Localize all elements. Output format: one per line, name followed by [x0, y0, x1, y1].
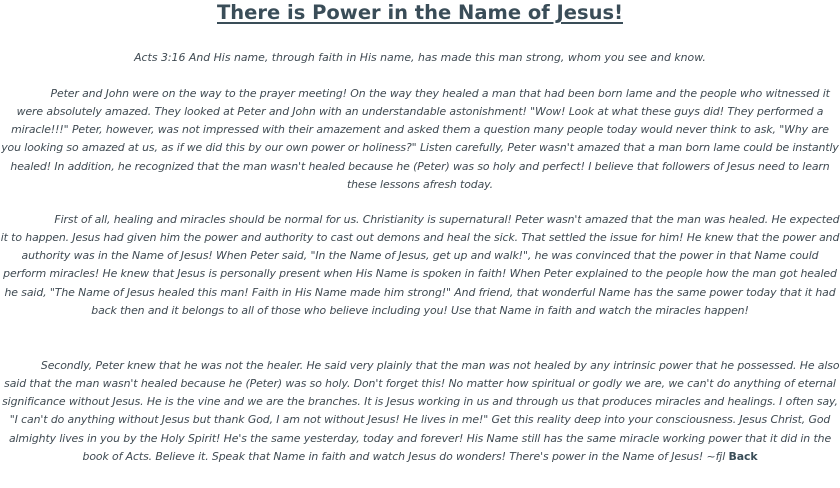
- paragraph-second-point-text: Secondly, Peter knew that he was not the healer. He said very plainly that the man was not healed by any intrinsic power that he possessed. He also said that the man wasn't healed because he (Peter) was so holy. Don't forget this! No matter how spiritual or godly we are, we can't do anything of eternal significance without Jesus. He is the vine and we are the branches. It is Jesus working in us and through us that produces miracles and healings. I often say, "I can't do anything without Jesus but thank God, I am not without Jesus! He lives in me!" Get this reality deep into your consciousness. Jesus Christ, God almighty lives in you by the Holy Spirit! He's the same yesterday, today and forever! His Name still has the same miracle working power that it did in the book of Acts. Believe it. Speak that Name in faith and watch Jesus do wonders! There's power in the Name of Jesus! ~fjl: [0, 359, 840, 463]
- paragraph-first-point: First of all, healing and miracles should be normal for us. Christianity is supernatural! Peter wasn't amazed that the man was healed. He expected it to happen. Jesus had given him the power and authority to cast out demons and heal the sick. That settled the issue for him! He knew that the power and authority was in the Name of Jesus! When Peter said, "In the Name of Jesus, get up and walk!", he was convinced that the power in that Name could perform miracles! He knew that Jesus is personally present when His Name is spoken in faith! When Peter explained to the people how the man got healed he said, "The Name of Jesus healed this man! Faith in His Name made him strong!" And friend, that wonderful Name has the same power today that it had back then and it belongs to all of those who believe including you! Use that Name in faith and watch the miracles happen!: [0, 213, 840, 317]
- page-title: There is Power in the Name of Jesus!: [217, 1, 623, 24]
- back-link[interactable]: Back: [728, 449, 758, 463]
- paragraph-intro: Peter and John were on the way to the prayer meeting! On the way they healed a man that had been born lame and the people who witnessed it were absolutely amazed. They looked at Peter and John with an understandable astonishment! "Wow! Look at what these guys did! They performed a miracle!!!" Peter, however, was not impressed with their amazement and asked them a question many people today would never think to ask, "Why are you looking so amazed at us, as if we did this by our own power or holiness?" Listen carefully, Peter wasn't amazed that a man born lame could be instantly healed! In addition, he recognized that the man wasn't healed because he (Peter) was so holy and perfect! I believe that followers of Jesus need to learn these lessons afresh today.: [1, 87, 839, 191]
- paragraph-second-point: [0, 357, 840, 466]
- scripture-verse: Acts 3:16 And His name, through faith in His name, has made this man strong, whom you see and know.: [134, 51, 706, 64]
